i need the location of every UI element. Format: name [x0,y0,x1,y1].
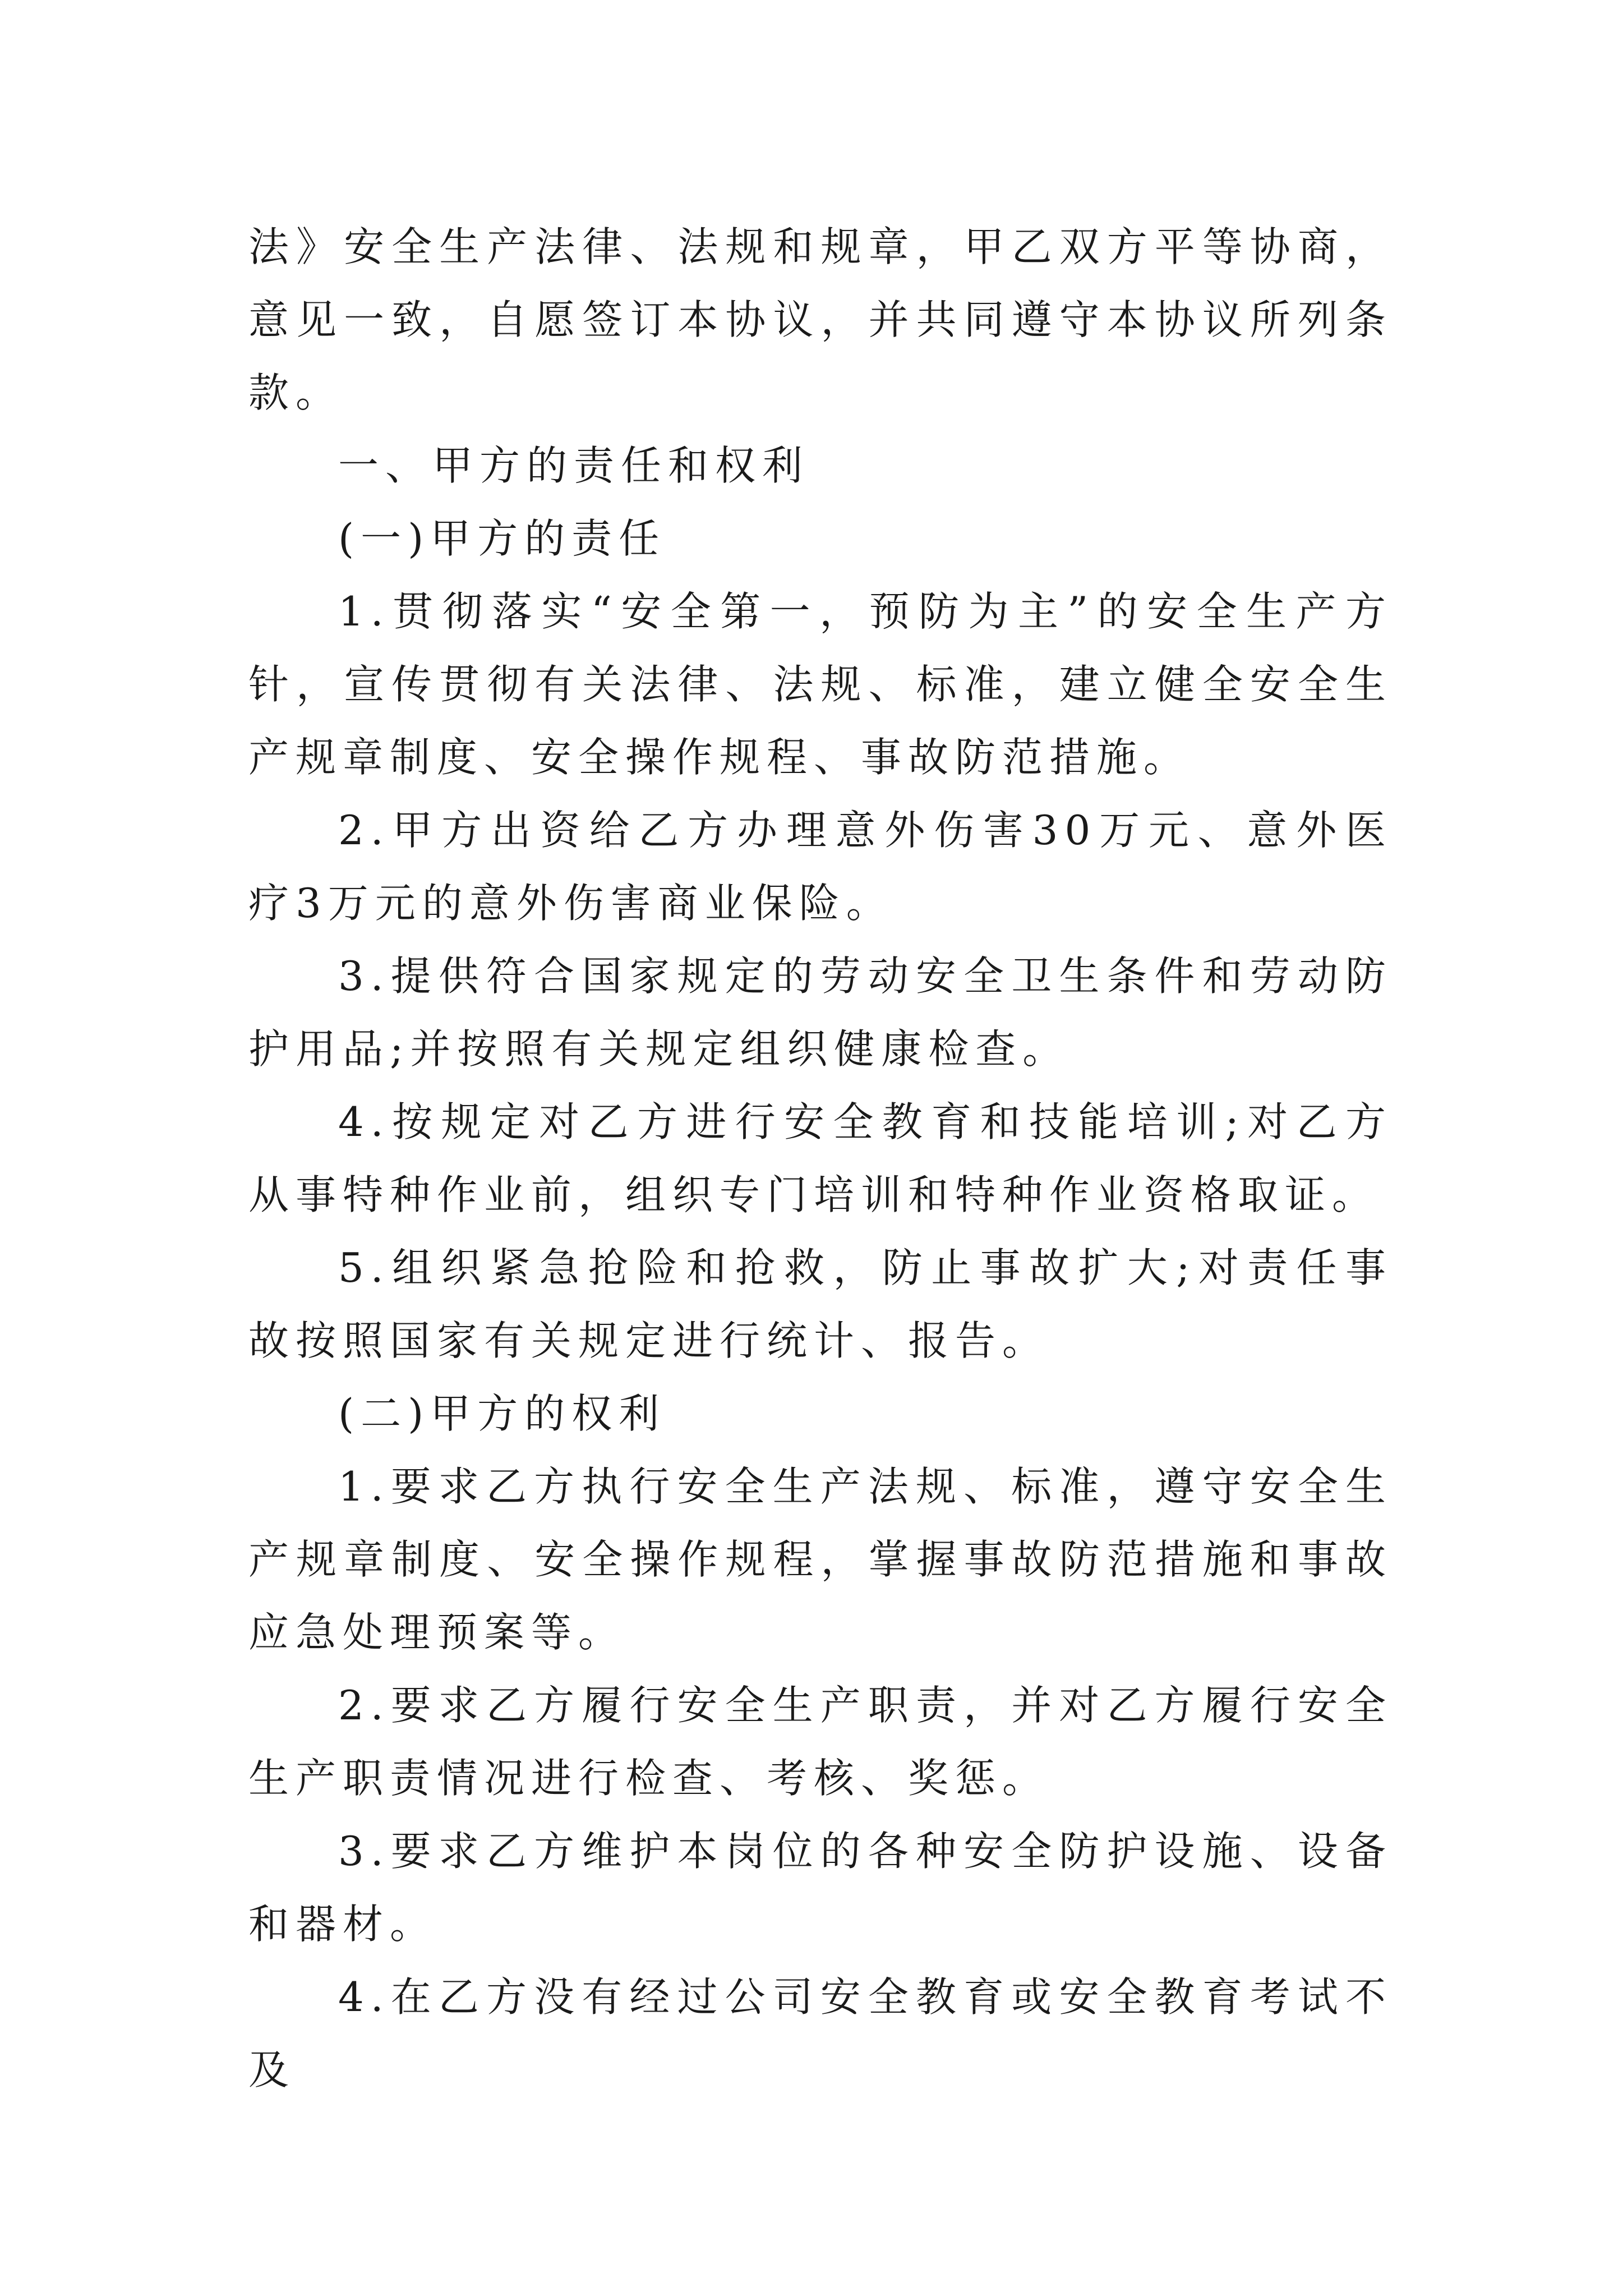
paragraph-responsibility-5: 5.组织紧急抢险和抢救，防止事故扩大;对责任事故按照国家有关规定进行统计、报告。 [248,1244,1393,1364]
paragraph-responsibility-2: 2.甲方出资给乙方办理意外伤害30万元、意外医疗3万元的意外伤害商业保险。 [248,807,1393,927]
subsection-heading-responsibilities: (一)甲方的责任 [338,515,666,562]
paragraph-right-2: 2.要求乙方履行安全生产职责，并对乙方履行安全生产职责情况进行检查、考核、奖惩。 [248,1682,1393,1802]
paragraph-right-4: 4.在乙方没有经过公司安全教育或安全教育考试不及 [248,1973,1393,2093]
document-body [248,210,1393,2106]
paragraph-responsibility-4: 4.按规定对乙方进行安全教育和技能培训;对乙方从事特种作业前，组织专门培训和特种作业资格取证。 [248,1098,1393,1218]
section-heading-party-a: 一、甲方的责任和权利 [338,442,810,489]
paragraph-responsibility-3: 3.提供符合国家规定的劳动安全卫生条件和劳动防护用品;并按照有关规定组织健康检查。 [248,953,1393,1073]
paragraph-intro: 法》安全生产法律、法规和规章，甲乙双方平等协商，意见一致，自愿签订本协议，并共同遵守本协议所列条款。 [248,223,1393,416]
paragraph-right-1: 1.要求乙方执行安全生产法规、标准，遵守安全生产规章制度、安全操作规程，掌握事故防范措施和事故应急处理预案等。 [248,1463,1393,1656]
subsection-heading-rights: (二)甲方的权利 [338,1390,666,1437]
paragraph-right-3: 3.要求乙方维护本岗位的各种安全防护设施、设备和器材。 [248,1828,1393,1948]
paragraph-responsibility-1: 1.贯彻落实“安全第一，预防为主”的安全生产方针，宣传贯彻有关法律、法规、标准，建立健全安全生产规章制度、安全操作规程、事故防范措施。 [248,588,1393,781]
